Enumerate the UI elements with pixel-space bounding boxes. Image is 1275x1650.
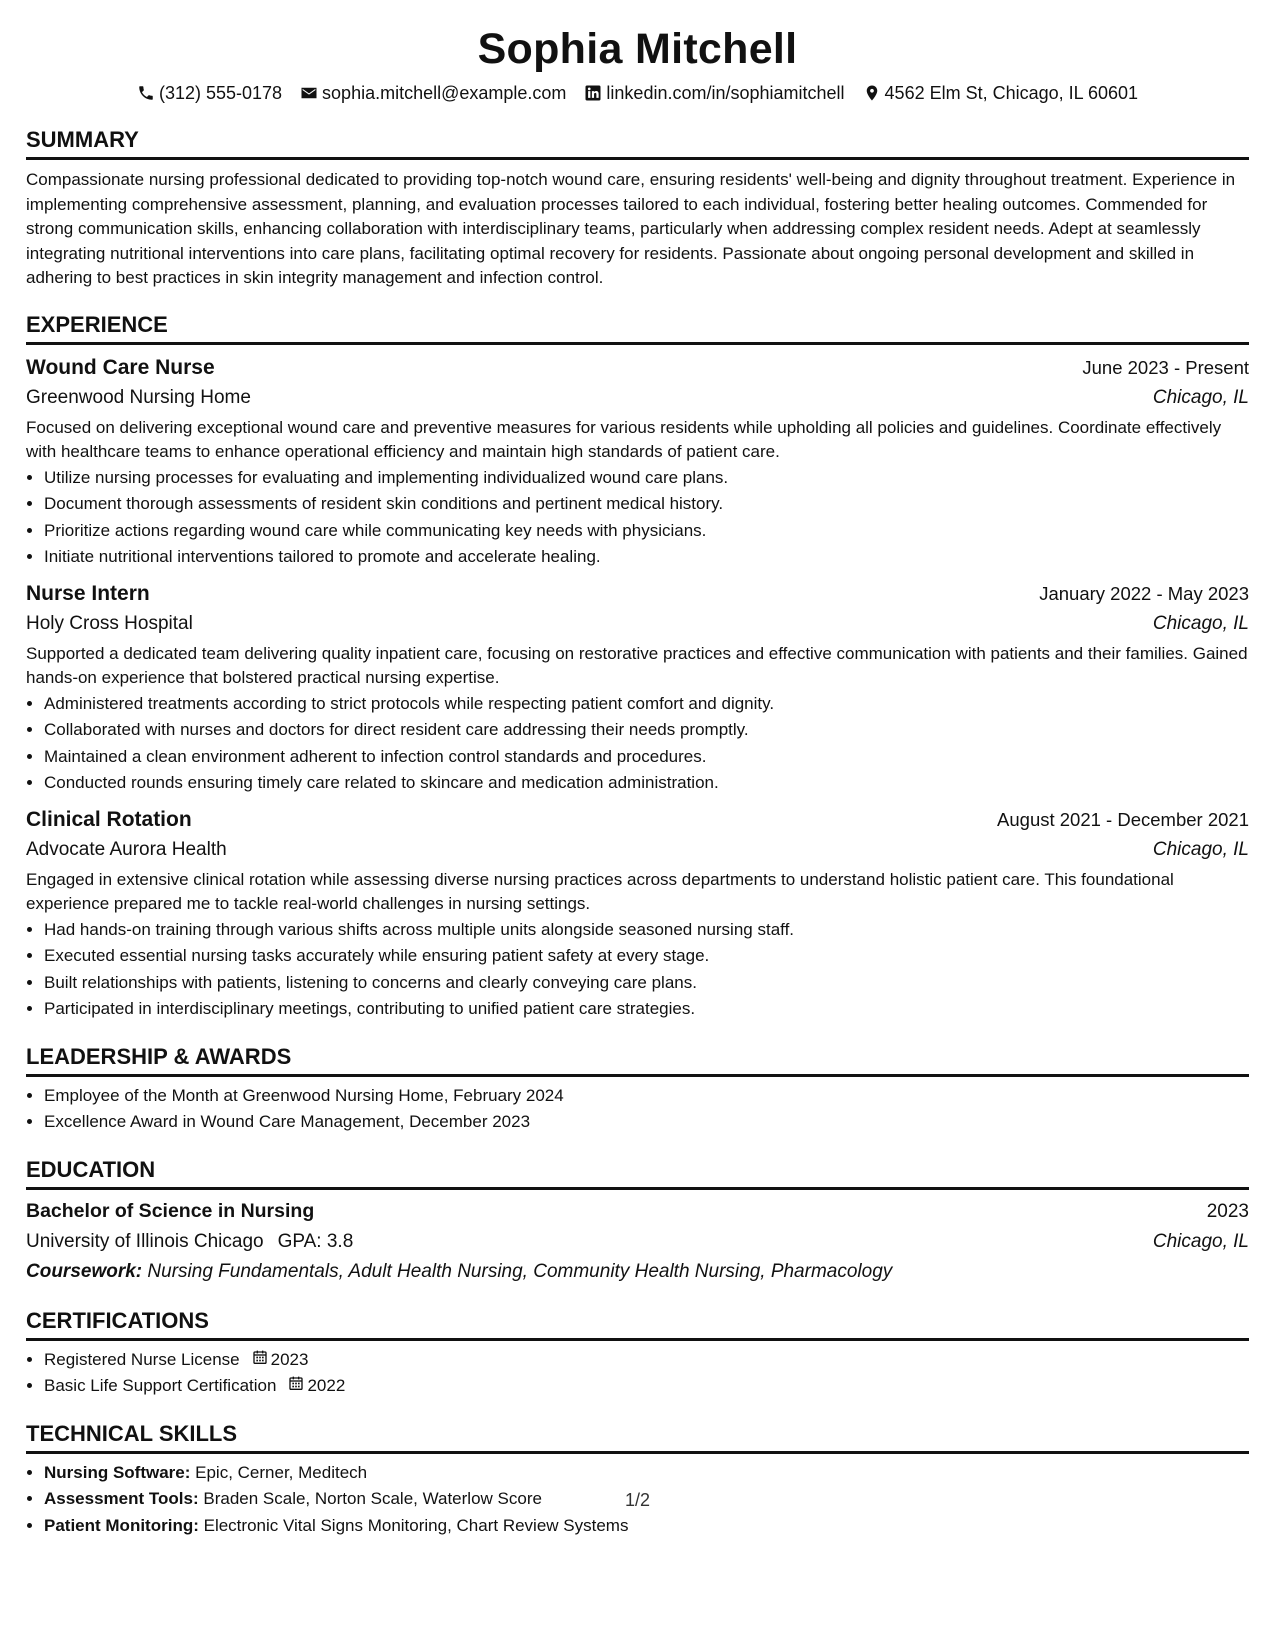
skill-value: Electronic Vital Signs Monitoring, Chart Review Systems — [203, 1515, 629, 1535]
job-title: Nurse Intern — [26, 581, 150, 605]
summary-heading: SUMMARY — [26, 106, 1249, 160]
resume-page — [26, 0, 1249, 1539]
job-bullets — [26, 917, 1249, 1023]
job-title: Wound Care Nurse — [26, 355, 215, 379]
list-item: • Administered treatments according to strict protocols while respecting patient comfort and dignity. — [44, 691, 1249, 718]
cert-name: • Basic Life Support Certification — [44, 1376, 277, 1395]
list-item: • Prioritize actions regarding wound care while communicating key needs with physicians. — [44, 518, 1249, 545]
gpa-text: GPA: 3.8 — [277, 1230, 354, 1252]
address-text: 4562 Elm St, Chicago, IL 60601 — [884, 82, 1139, 103]
list-item — [44, 1460, 1249, 1487]
linkedin-icon — [584, 84, 602, 102]
cert-year: 2023 — [270, 1349, 309, 1369]
degree-year: 2023 — [1206, 1200, 1249, 1222]
awards-heading: LEADERSHIP & AWARDS — [26, 1023, 1249, 1077]
job-description: Engaged in extensive clinical rotation while assessing diverse nursing practices across departments to understand holistic patient care. This foundational experience prepared me to tackle real-world challenges in nursing settings. — [26, 869, 1174, 913]
job-entry — [26, 805, 1249, 1023]
phone-icon — [137, 84, 155, 102]
awards-list — [26, 1083, 1249, 1136]
skill-value: Epic, Cerner, Meditech — [195, 1462, 368, 1482]
coursework-list: Nursing Fundamentals, Adult Health Nursing, Community Health Nursing, Pharmacology — [147, 1260, 893, 1282]
contact-address — [863, 83, 1139, 104]
job-company: Greenwood Nursing Home — [26, 386, 251, 408]
experience-heading: EXPERIENCE — [26, 291, 1249, 345]
job-description: Supported a dedicated team delivering quality inpatient care, focusing on restorative practices and effective communication with patients and their families. Gained hands-on experience that bolstered practical nursing expertise. — [26, 643, 1248, 687]
certifications-list — [26, 1347, 1249, 1400]
coursework — [26, 1257, 1249, 1287]
envelope-icon — [300, 84, 318, 102]
skill-label: Patient Monitoring: — [44, 1515, 199, 1535]
school-location: Chicago, IL — [1152, 1230, 1249, 1252]
job-date: August 2021 - December 2021 — [997, 808, 1249, 830]
list-item: • Utilize nursing processes for evaluating and implementing individualized wound care plans. — [44, 465, 1249, 492]
list-item: • Maintained a clean environment adherent to infection control standards and procedures. — [44, 744, 1249, 771]
job-description: Focused on delivering exceptional wound care and preventive measures for various residents while upholding all policies and guidelines. Coordinate effectively with healthcare teams to enhance operational efficiency and maintain high standards of patient care. — [26, 417, 1222, 461]
job-title: Clinical Rotation — [26, 807, 192, 831]
experience-section — [26, 291, 1249, 1023]
page-number: 1/2 — [624, 1490, 651, 1510]
coursework-label: Coursework: — [26, 1260, 143, 1282]
contact-linkedin[interactable] — [584, 83, 844, 104]
cert-name: • Registered Nurse License — [44, 1349, 240, 1369]
job-location: Chicago, IL — [1152, 612, 1249, 634]
phone-text: (312) 555-0178 — [158, 82, 283, 103]
job-entry — [26, 353, 1249, 571]
job-location: Chicago, IL — [1152, 386, 1249, 408]
job-location: Chicago, IL — [1152, 838, 1249, 860]
skill-value: Braden Scale, Norton Scale, Waterlow Score — [203, 1489, 542, 1508]
job-entry — [26, 579, 1249, 797]
linkedin-link[interactable]: linkedin.com/in/sophiamitchell — [606, 82, 845, 103]
job-bullets — [26, 691, 1249, 797]
awards-section — [26, 1023, 1249, 1136]
degree-title: Bachelor of Science in Nursing — [26, 1199, 315, 1222]
summary-section — [26, 106, 1249, 291]
list-item: • Document thorough assessments of resident skin conditions and pertinent medical history. — [44, 491, 1249, 518]
contact-phone — [137, 83, 282, 104]
job-date: June 2023 - Present — [1082, 356, 1249, 378]
candidate-name: Sophia Mitchell — [477, 25, 798, 73]
job-date: January 2022 - May 2023 — [1039, 582, 1249, 604]
list-item: • Employee of the Month at Greenwood Nursing Home, February 2024 — [44, 1083, 1249, 1110]
list-item: • Excellence Award in Wound Care Management, December 2023 — [44, 1109, 1249, 1136]
job-company: Holy Cross Hospital — [26, 612, 193, 634]
skill-label: Nursing Software: — [44, 1462, 191, 1482]
list-item: • Had hands-on training through various shifts across multiple units alongside seasoned nursing staff. — [44, 917, 1249, 944]
list-item: • Initiate nutritional interventions tailored to promote and accelerate healing. — [44, 544, 1249, 571]
email-link[interactable]: sophia.mitchell@example.com — [322, 82, 567, 103]
school-name: University of Illinois Chicago — [26, 1230, 264, 1252]
certifications-heading: CERTIFICATIONS — [26, 1287, 1249, 1341]
list-item: • Collaborated with nurses and doctors for direct resident care addressing their needs promptly. — [44, 717, 1249, 744]
list-item: • Built relationships with patients, listening to concerns and clearly conveying care plans. — [44, 970, 1249, 997]
job-company: Advocate Aurora Health — [26, 838, 227, 860]
job-bullets — [26, 465, 1249, 571]
certifications-section — [26, 1287, 1249, 1400]
list-item — [44, 1373, 1249, 1400]
skills-heading: TECHNICAL SKILLS — [26, 1400, 1249, 1454]
education-heading: EDUCATION — [26, 1136, 1249, 1190]
list-item: • Participated in interdisciplinary meetings, contributing to unified patient care strategies. — [44, 996, 1249, 1023]
calendar-icon — [252, 1347, 268, 1374]
contact-bar — [26, 80, 1249, 106]
cert-year: 2022 — [307, 1376, 346, 1395]
summary-text: Compassionate nursing professional dedicated to providing top-notch wound care, ensuring residents' well-being and dignity throughout treatment. Experience in implementing comprehensive assessment, planning, and evaluation processes tailored to each individual, fostering better healing outcomes. Commended for strong communication skills, enhancing collaboration with interdisciplinary teams, particularly when addressing complex resident needs. Adept at seamlessly integrating nutritional interventions into care plans, facilitating optimal recovery for residents. Passionate about ongoing personal development and skilled in adhering to best practices in skin integrity management and infection control. — [26, 170, 1236, 287]
list-item: • Executed essential nursing tasks accurately while ensuring patient safety at every stage. — [44, 943, 1249, 970]
list-item — [44, 1347, 1249, 1374]
skills-section — [26, 1400, 1249, 1540]
education-section — [26, 1136, 1249, 1287]
list-item — [44, 1513, 1249, 1540]
map-pin-icon — [863, 84, 881, 102]
calendar-icon — [288, 1373, 304, 1400]
skill-label: Assessment Tools: — [44, 1489, 199, 1508]
list-item: • Conducted rounds ensuring timely care related to skincare and medication administration. — [44, 770, 1249, 797]
contact-email[interactable] — [300, 83, 566, 104]
